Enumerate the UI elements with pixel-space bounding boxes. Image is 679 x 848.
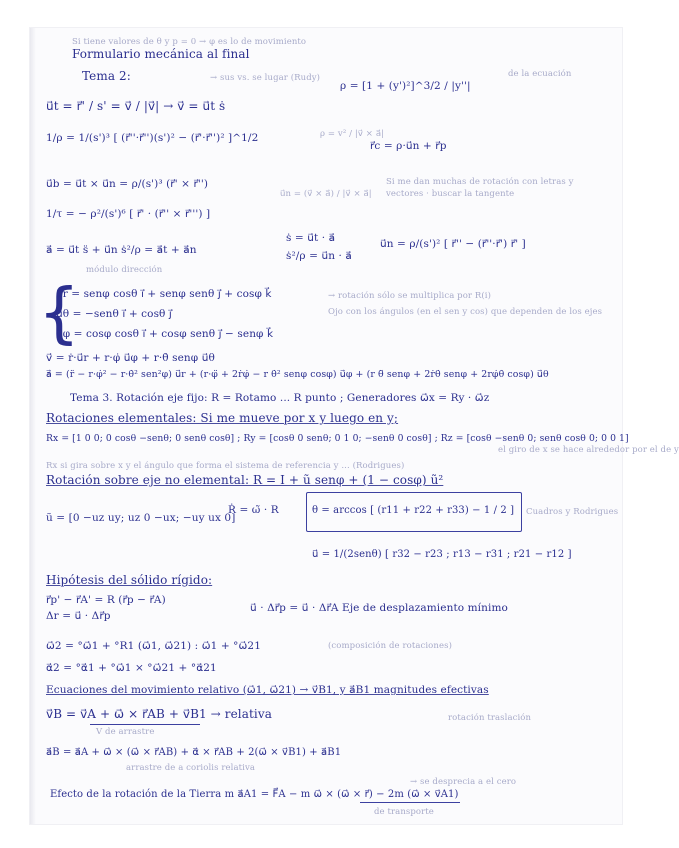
note-line-6: de la ecuación xyxy=(508,69,572,79)
formula-normal-vector: u⃗n = ρ/(s')² [ r⃗'' − (r⃗''·r⃗') r⃗' ] xyxy=(380,238,526,250)
note-line-53: → se desprecia a el cero xyxy=(410,777,517,787)
note-line-22: → rotación sólo se multiplica por R(i) xyxy=(328,291,492,301)
note-line-20: módulo dirección xyxy=(86,265,163,275)
section-heading-tema-2: Tema 2: xyxy=(82,69,131,83)
note-line-4: → sus vs. se lugar (Rudy) xyxy=(210,73,321,83)
formula-rotation-axis: u⃗ = 1/(2senθ) [ r32 − r23 ; r13 − r31 ; r21 − r12 ] xyxy=(312,549,572,560)
formula-relative-acceleration: a⃗B = a⃗A + ω⃗ × (ω⃗ × r⃗AB) + α⃗ × r⃗AB + 2(ω⃗ × v⃗B1) + a⃗B1 xyxy=(46,747,342,758)
formula-rigid-body-hypothesis: r⃗p' − r⃗A' = R (r⃗p − r⃗A) xyxy=(46,594,166,606)
formula-speed-derivative: ṡ = u⃗t · a⃗ xyxy=(286,232,336,244)
page-edge-shadow xyxy=(30,28,36,824)
formula-spherical-velocity: v⃗ = ṙ·u⃗r + r·φ̇ u⃗φ + r·θ̇ senφ u⃗θ xyxy=(46,352,215,364)
note-line-14: vectores · buscar la tangente xyxy=(386,189,515,199)
formula-angular-acceleration-composition: α⃗2 = °α⃗1 + °ω⃗1 × °ω⃗21 + °α⃗21 xyxy=(46,662,217,674)
note-line-13: Si me dan muchas de rotación con letras y xyxy=(386,177,574,187)
spherical-brace: { xyxy=(38,274,80,351)
section-heading-tema-3: Tema 3. Rotación eje fijo: R = Rotamo ... R punto ; Generadores ω⃗x = Ry · ω⃗z xyxy=(70,392,490,404)
formula-normal-acceleration: ṡ²/ρ = u⃗n · a⃗ xyxy=(286,250,352,262)
note-line-31: el giro de x se hace alrededor por el de y xyxy=(498,445,679,455)
note-line-24: Ojo con los ángulos (en el sen y cos) que dependen de los ejes xyxy=(328,307,603,317)
formula-tangent-vector: u⃗t = r⃗' / s' = v⃗ / |v⃗| → v⃗ = u⃗t ṡ xyxy=(46,99,226,113)
formula-skew-matrix: ũ = [0 −uz uy; uz 0 −ux; −uy ux 0] xyxy=(46,512,236,524)
note-line-44: (composición de rotaciones) xyxy=(328,641,452,651)
formula-curvature: 1/ρ = 1/(s')³ [ (r⃗''·r⃗'')(s')² − (r⃗'·r⃗'')² ]^1/2 xyxy=(46,132,259,144)
note-line-54: de transporte xyxy=(374,807,434,817)
note-line-32: Rx si gira sobre x y el ángulo que forma el sistema de referencia y ... (Rodrigues) xyxy=(46,461,405,471)
formula-rotation-derivative: Ṙ = ω̃ · R xyxy=(228,504,279,516)
formula-minimum-displacement: u⃗ · Δr⃗p = u⃗ · Δr⃗A Eje de desplazamiento mínimo xyxy=(250,602,508,614)
formula-acceleration-components: a⃗ = u⃗t s̈ + u⃗n ṡ²/ρ = a⃗t + a⃗n xyxy=(46,244,197,256)
underline-arrastre xyxy=(90,724,200,725)
formula-unit-radial: u⃗r = senφ cosθ i⃗ + senφ senθ j⃗ + cosφ k⃗ xyxy=(56,288,272,300)
note-line-48: rotación traslación xyxy=(448,713,532,723)
formula-angular-velocity-composition: ω⃗2 = °ω⃗1 + °R1 (ω⃗1, ω⃗21) : ω⃗1 + °ω⃗21 xyxy=(46,640,261,652)
notebook-page xyxy=(30,28,679,824)
formula-earth-rotation: Efecto de la rotación de la Tierra m a⃗A1 = F⃗A − m ω⃗ × (ω⃗ × r⃗) − 2m (ω⃗ × v⃗A1) xyxy=(50,789,459,800)
section-heading-movimiento-relativo: Ecuaciones del movimiento relativo (ω⃗1, ω⃗21) → v⃗B1, y a⃗B1 magnitudes efectivas xyxy=(46,684,489,696)
formula-torsion: 1/τ = − ρ²/(s')⁶ [ r⃗' · (r⃗'' × r⃗''') ] xyxy=(46,208,211,220)
section-heading-rotaciones: Rotaciones elementales: Si me mueve por x y luego en y; xyxy=(46,411,399,425)
formula-rotation-matrices: Rx = [1 0 0; 0 cosθ −senθ; 0 senθ cosθ] ; Ry = [cosθ 0 senθ; 0 1 0; −senθ 0 cosθ] ; Rz = [cosθ −senθ 0; senθ cosθ 0; 0 0 1] xyxy=(46,433,629,444)
note-line-51: arrastre de a coriolis relativa xyxy=(126,763,256,773)
formula-spherical-acceleration: a⃗ = (r̈ − r·φ̇² − r·θ̇² sen²φ) u⃗r + (r·φ̈ + 2ṙφ̇ − r θ̇² senφ cosφ) u⃗φ + (r θ̈ senφ + 2ṙθ̇ senφ + 2rφ̇θ̇ cosφ) u⃗θ xyxy=(46,369,549,380)
note-line-12: u⃗n = (v⃗ × a⃗) / |v⃗ × a⃗| xyxy=(280,189,372,199)
formula-curvature-radius: ρ = [1 + (y')²]^3/2 / |y''| xyxy=(340,80,471,92)
formula-rodrigues: Rotación sobre eje no elemental: R = I + ũ senφ + (1 − cosφ) ũ² xyxy=(46,473,444,487)
formula-unit-phi: u⃗φ = cosφ cosθ i⃗ + cosφ senθ j⃗ − senφ k⃗ xyxy=(56,328,274,340)
formula-rotation-angle: θ = arccos [ (r11 + r22 + r33) − 1 / 2 ] xyxy=(312,505,515,516)
note-line-1: Si tiene valores de θ y p = 0 → φ es lo de movimiento xyxy=(72,37,307,47)
note-line-37: Cuadros y Rodrigues xyxy=(526,507,619,517)
note-line-2: Formulario mecánica al final xyxy=(72,47,250,61)
formula-displacement: Δr = u⃗ · Δr⃗p xyxy=(46,610,111,622)
formula-unit-theta: u⃗θ = −senθ i⃗ + cosθ j⃗ xyxy=(56,308,172,320)
note-line-49: V de arrastre xyxy=(96,727,155,737)
formula-relative-velocity: v⃗B = v⃗A + ω⃗ × r⃗AB + v⃗B1 → relativa xyxy=(46,707,272,721)
formula-center-curvature: r⃗c = ρ·u⃗n + r⃗p xyxy=(370,140,447,152)
formula-binormal: u⃗b = u⃗t × u⃗n = ρ/(s')³ (r⃗' × r⃗'') xyxy=(46,178,209,190)
note-line-9: ρ = v² / |v⃗ × a⃗| xyxy=(320,129,385,139)
underline-transporte xyxy=(360,802,460,803)
section-heading-solido-rigido: Hipótesis del sólido rígido: xyxy=(46,573,213,587)
